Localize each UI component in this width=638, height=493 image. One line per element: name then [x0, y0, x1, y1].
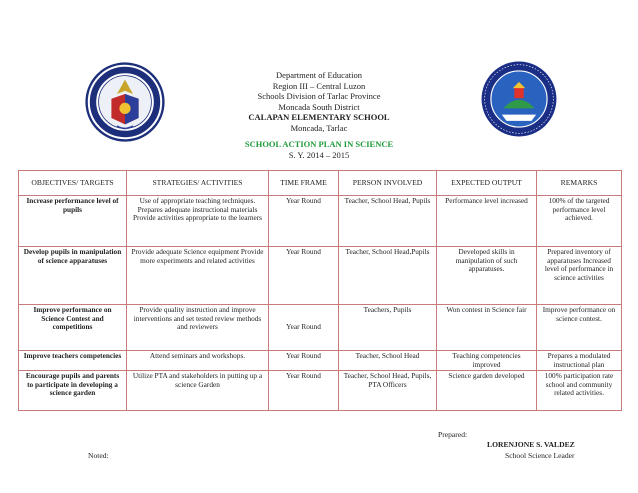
header-block [0, 70, 638, 160]
objective-cell: Increase performance level of pupils [19, 196, 127, 247]
remarks-cell: 100% of the targeted performance level achieved. [537, 196, 622, 247]
school-location: Moncada, Tarlac [290, 122, 348, 133]
column-header-remarks: REMARKS [537, 171, 622, 196]
region-name: Region III – Central Luzon [272, 80, 366, 91]
strategies-cell: Attend seminars and workshops. [127, 351, 269, 371]
school-name: CALAPAN ELEMENTARY SCHOOL [248, 112, 390, 122]
time-frame-cell: Year Round [269, 351, 339, 371]
remarks-cell: Prepared inventory of apparatuses Increased level of performance in science activities [537, 247, 622, 305]
persons-cell: Teacher, School Head [339, 351, 437, 371]
time-frame-cell: Year Round [269, 305, 339, 351]
output-cell: Performance level increased [437, 196, 537, 247]
column-header-objectives: OBJECTIVES/ TARGETS [19, 171, 127, 196]
school-year: S. Y. 2014 – 2015 [288, 149, 350, 160]
table-row [19, 196, 622, 247]
output-cell: Teaching competencies improved [437, 351, 537, 371]
table-row [19, 305, 622, 351]
district-name: Moncada South District [278, 101, 360, 112]
prepared-label: Prepared: [438, 430, 468, 439]
objective-cell: Encourage pupils and parents to participate in developing a science garden [19, 371, 127, 411]
time-frame-cell: Year Round [269, 196, 339, 247]
time-frame-cell: Year Round [269, 371, 339, 411]
output-cell: Developed skills in manipulation of such apparatuses. [437, 247, 537, 305]
output-cell: Won contest in Science fair [437, 305, 537, 351]
strategies-cell: Utilize PTA and stakeholders in putting up a science Garden [127, 371, 269, 411]
table-header-row [19, 171, 622, 196]
department-name: Department of Education [276, 70, 362, 80]
strategies-cell: Use of appropriate teaching techniques. Prepares adequate instructional materials Provide activities appropriate to the learners [127, 196, 269, 247]
preparer-position: School Science Leader [505, 451, 575, 460]
noted-label: Noted: [88, 451, 109, 460]
action-plan-table [18, 170, 622, 411]
strategies-cell: Provide adequate Science equipment Provide more experiments and related activities [127, 247, 269, 305]
persons-cell: Teacher, School Head, Pupils [339, 196, 437, 247]
persons-cell: Teacher, School Head, Pupils, PTA Officers [339, 371, 437, 411]
column-header-expected-output: EXPECTED OUTPUT [437, 171, 537, 196]
table-row [19, 247, 622, 305]
strategies-cell: Provide quality instruction and improve interventions and set tested review methods and reviewers [127, 305, 269, 351]
table-row [19, 371, 622, 411]
remarks-cell: Prepares a modulated instructional plan [537, 351, 622, 371]
column-header-person-involved: PERSON INVOLVED [339, 171, 437, 196]
preparer-name: LORENJONE S. VALDEZ [487, 440, 575, 449]
objective-cell: Improve teachers competencies [19, 351, 127, 371]
remarks-cell: 100% participation rate school and community related activities. [537, 371, 622, 411]
remarks-cell: Improve performance on science contest. [537, 305, 622, 351]
plan-title: SCHOOL ACTION PLAN IN SCIENCE [244, 139, 394, 149]
column-header-strategies: STRATEGIES/ ACTIVITIES [127, 171, 269, 196]
objective-cell: Develop pupils in manipulation of science apparatuses [19, 247, 127, 305]
division-name: Schools Division of Tarlac Province [257, 91, 381, 101]
persons-cell: Teachers, Pupils [339, 305, 437, 351]
persons-cell: Teacher, School Head,Pupils [339, 247, 437, 305]
output-cell: Science garden developed [437, 371, 537, 411]
objective-cell: Improve performance on Science Contest and competitions [19, 305, 127, 351]
table-row [19, 351, 622, 371]
column-header-time-frame: TIME FRAME [269, 171, 339, 196]
time-frame-cell: Year Round [269, 247, 339, 305]
